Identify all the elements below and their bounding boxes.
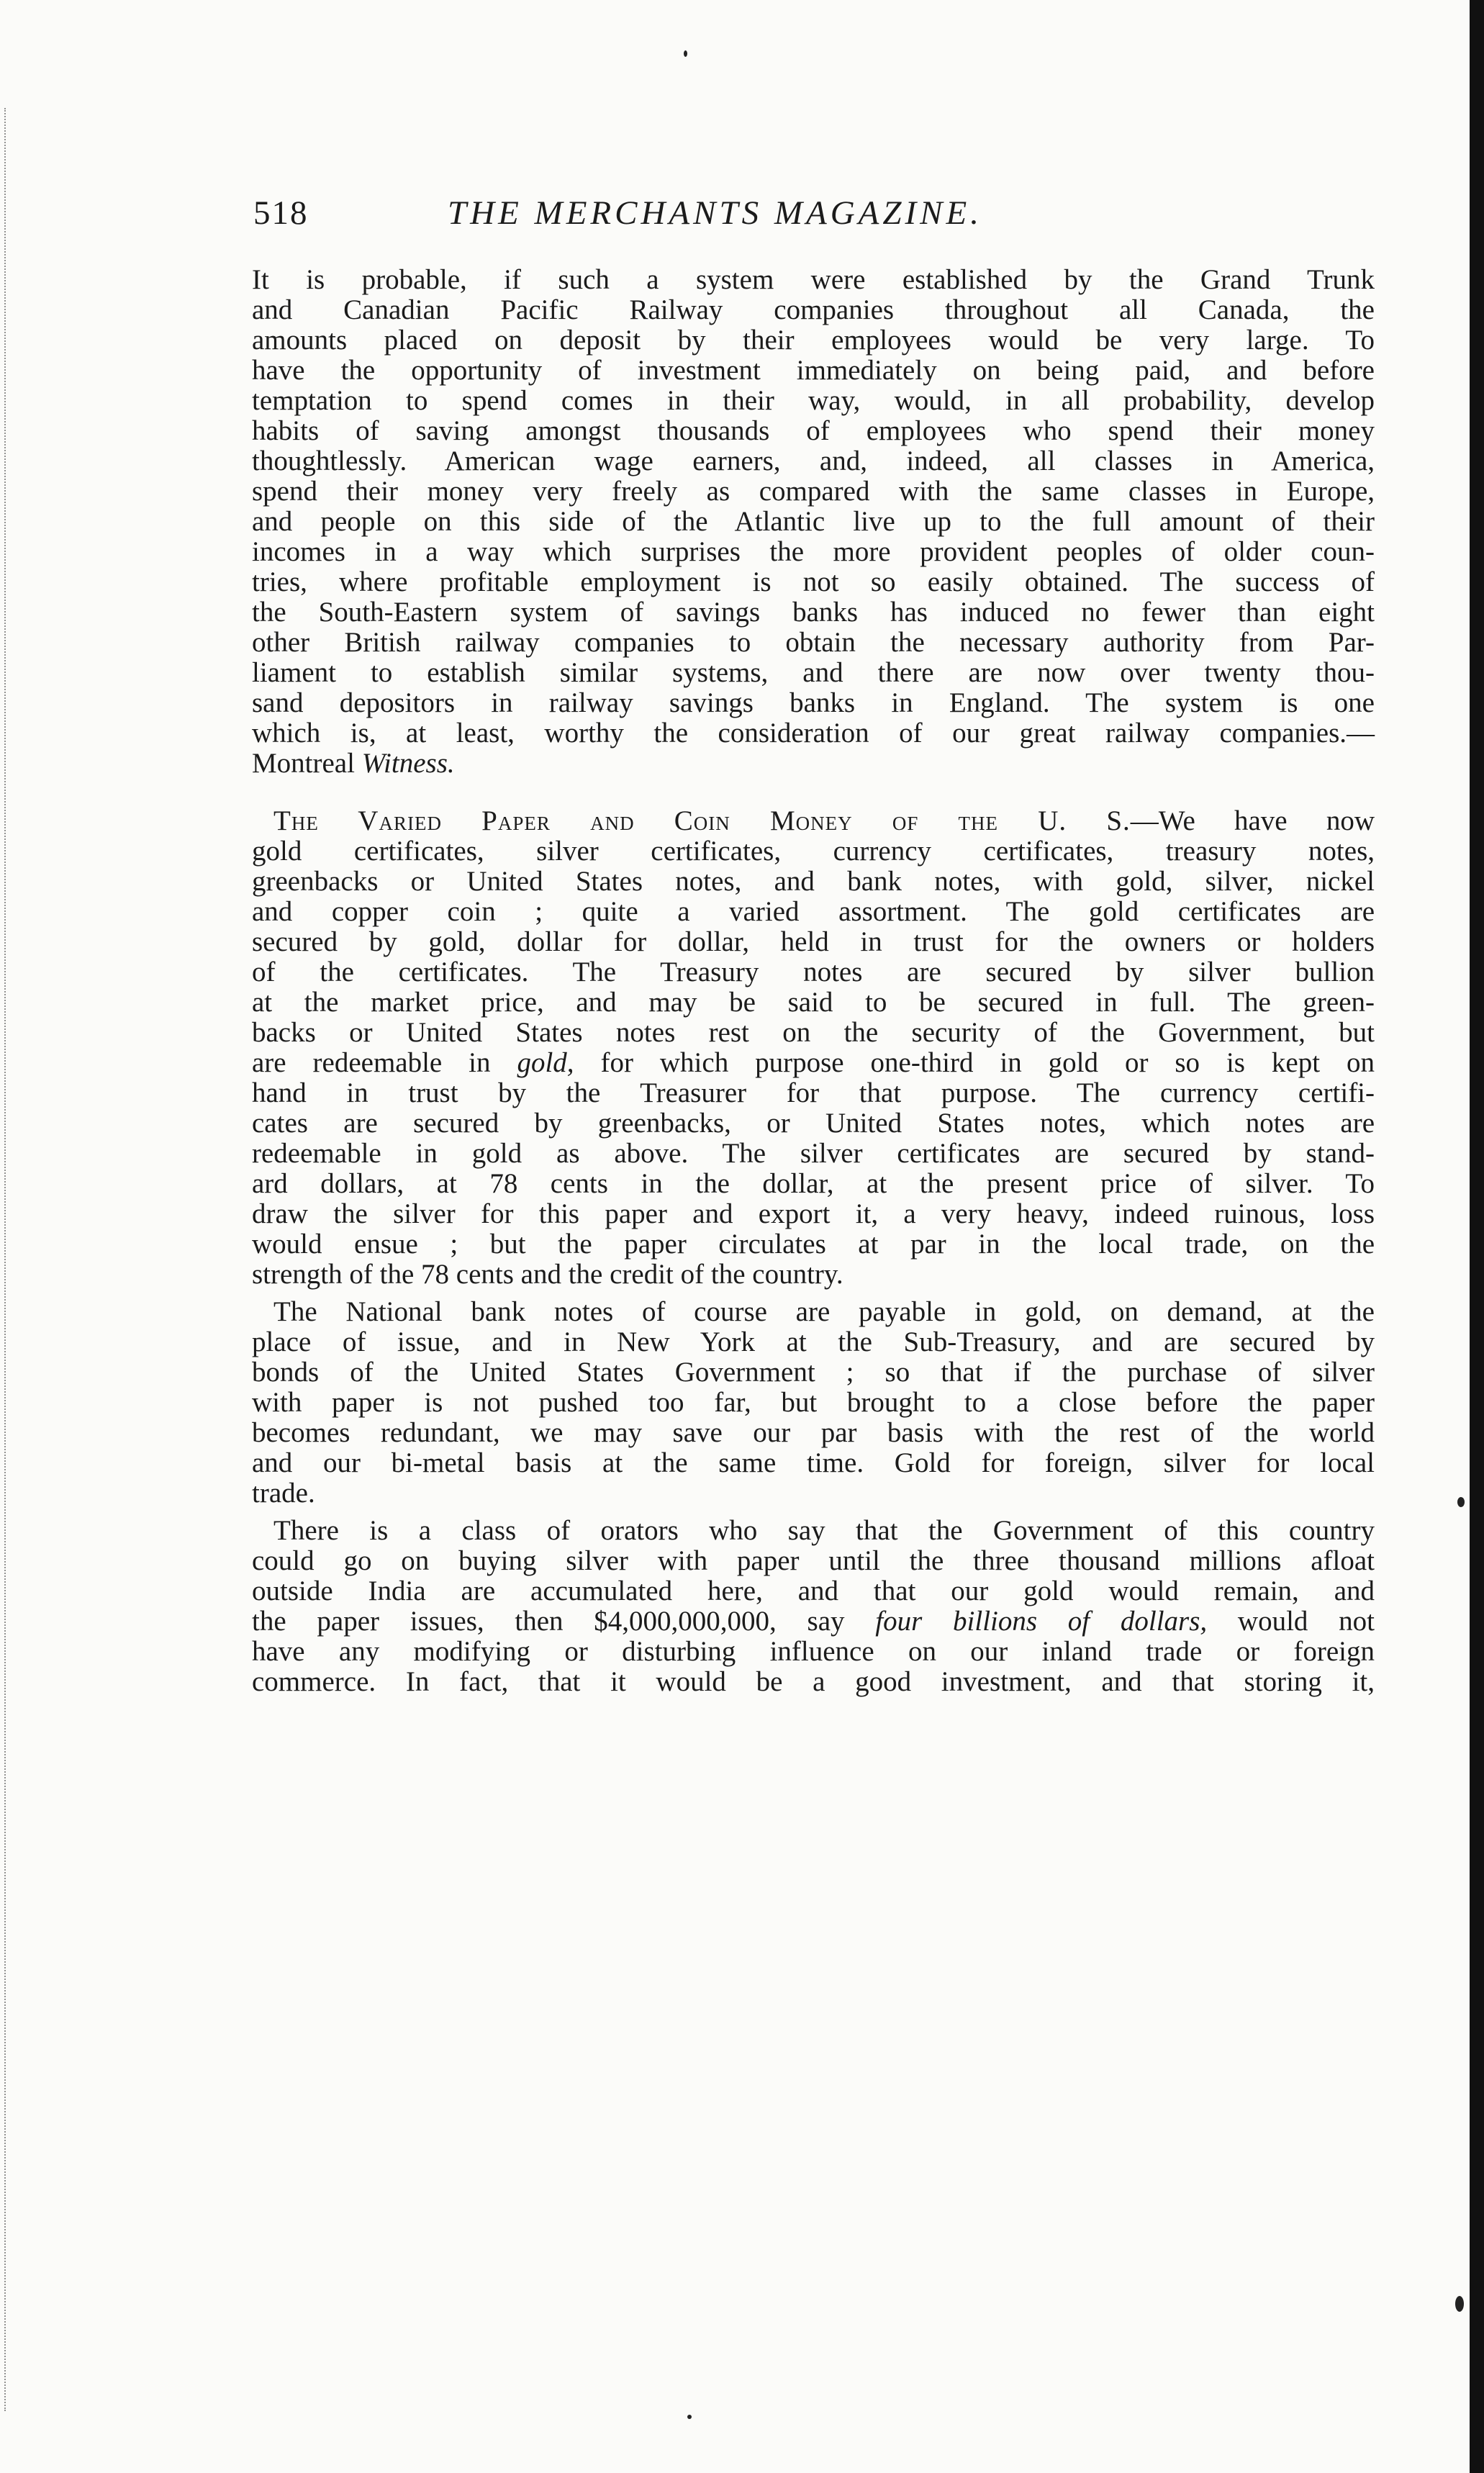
text-line xyxy=(252,1606,1375,1637)
text-line: and Canadian Pacific Railway companies throughout all Canada, the xyxy=(252,294,1375,325)
text-line: incomes in a way which surprises the more provident peoples of older coun- xyxy=(252,536,1375,567)
text-line: greenbacks or United States notes, and bank notes, with gold, silver, nickel xyxy=(252,866,1375,897)
text-line: redeemable in gold as above. The silver certificates are secured by stand- xyxy=(252,1138,1375,1169)
text-line: habits of saving amongst thousands of employees who spend their money xyxy=(252,415,1375,446)
text-line: place of issue, and in New York at the Sub-Treasury, and are secured by xyxy=(252,1326,1375,1357)
heading-continuation: —We have now xyxy=(1130,805,1375,836)
page-header xyxy=(253,184,1369,242)
scan-speck xyxy=(1455,2296,1464,2312)
scan-speck xyxy=(1457,1497,1465,1507)
text-line: and our bi-metal basis at the same time. Gold for foreign, silver for local xyxy=(252,1447,1375,1478)
scan-edge-shadow xyxy=(1470,0,1484,2473)
text-line: hand in trust by the Treasurer for that purpose. The currency certifi- xyxy=(252,1077,1375,1108)
text-line: trade. xyxy=(252,1478,315,1509)
text-line: temptation to spend comes in their way, would, in all probability, develop xyxy=(252,385,1375,416)
text-line: liament to establish similar systems, and there are now over twenty thou- xyxy=(252,657,1375,688)
italic-phrase: four billions of dollars, xyxy=(875,1606,1208,1637)
section-heading: The Varied Paper and Coin Money of the U. S. xyxy=(273,805,1131,836)
text-fragment: would not xyxy=(1207,1606,1375,1637)
running-title: THE MERCHANTS MAGAZINE. xyxy=(448,194,982,232)
paragraph-gap xyxy=(252,779,1375,806)
text-line: of the certificates. The Treasury notes are secured by silver bullion xyxy=(252,957,1375,987)
scan-speck xyxy=(684,50,687,57)
text-line: could go on buying silver with paper until the three thousand millions afloat xyxy=(252,1545,1375,1576)
text-line: and copper coin ; quite a varied assortment. The gold certificates are xyxy=(252,896,1375,927)
text-fragment: are redeemable in xyxy=(252,1047,517,1078)
source-name: Witness. xyxy=(361,748,455,779)
text-fragment: the paper issues, then $4,000,000,000, say xyxy=(252,1606,876,1637)
text-line: cates are secured by greenbacks, or United States notes, which notes are xyxy=(252,1108,1375,1139)
text-line: draw the silver for this paper and export it, a very heavy, indeed ruinous, loss xyxy=(252,1198,1375,1229)
text-line: amounts placed on deposit by their employees would be very large. To xyxy=(252,325,1375,356)
text-line: tries, where profitable employment is not so easily obtained. The success of xyxy=(252,566,1375,597)
text-line: sand depositors in railway savings banks in England. The system is one xyxy=(252,687,1375,718)
page-number: 518 xyxy=(253,194,309,232)
text-line: becomes redundant, we may save our par basis with the rest of the world xyxy=(252,1417,1375,1448)
paragraph-railway-savings xyxy=(252,265,1375,779)
text-line: backs or United States notes rest on the security of the Government, but xyxy=(252,1017,1375,1048)
text-line: It is probable, if such a system were established by the Grand Trunk xyxy=(252,264,1375,295)
text-line: secured by gold, dollar for dollar, held in trust for the owners or holders xyxy=(252,926,1375,957)
text-line: bonds of the United States Government ; so that if the purchase of silver xyxy=(252,1357,1375,1388)
paragraph-money-of-us xyxy=(252,806,1375,1290)
text-line: at the market price, and may be said to be secured in full. The green- xyxy=(252,987,1375,1018)
text-line: and people on this side of the Atlantic live up to the full amount of their xyxy=(252,506,1375,537)
text-line: outside India are accumulated here, and that our gold would remain, and xyxy=(252,1575,1375,1606)
text-line: would ensue ; but the paper circulates at par in the local trade, on the xyxy=(252,1229,1375,1260)
italic-word: gold, xyxy=(517,1047,574,1078)
paragraph-national-bank-notes xyxy=(252,1297,1375,1509)
text-line: thoughtlessly. American wage earners, and, indeed, all classes in America, xyxy=(252,446,1375,476)
scan-left-margin-artifact xyxy=(4,108,7,2411)
paragraph-orators xyxy=(252,1516,1375,1697)
text-line: strength of the 78 cents and the credit of the country. xyxy=(252,1259,843,1290)
text-line xyxy=(252,806,1375,836)
text-line: gold certificates, silver certificates, currency certificates, treasury notes, xyxy=(252,836,1375,867)
source-prefix: Montreal xyxy=(252,748,362,779)
article-body xyxy=(252,265,1375,1697)
text-line: spend their money very freely as compared with the same classes in Europe, xyxy=(252,476,1375,507)
source-attribution xyxy=(252,749,1375,779)
text-fragment: for which purpose one-third in gold or so is kept on xyxy=(574,1047,1375,1078)
text-line: the South-Eastern system of savings banks has induced no fewer than eight xyxy=(252,597,1375,628)
text-line: other British railway companies to obtain the necessary authority from Par- xyxy=(252,627,1375,658)
text-line: The National bank notes of course are payable in gold, on demand, at the xyxy=(273,1296,1375,1327)
text-line: ard dollars, at 78 cents in the dollar, at the present price of silver. To xyxy=(252,1168,1375,1199)
text-line: have the opportunity of investment immediately on being paid, and before xyxy=(252,355,1375,386)
text-line: with paper is not pushed too far, but brought to a close before the paper xyxy=(252,1387,1375,1418)
text-line: commerce. In fact, that it would be a good investment, and that storing it, xyxy=(252,1666,1375,1697)
text-line: There is a class of orators who say that the Government of this country xyxy=(273,1515,1375,1546)
text-line: have any modifying or disturbing influence on our inland trade or foreign xyxy=(252,1636,1375,1667)
text-line xyxy=(252,1048,1375,1078)
text-line: which is, at least, worthy the consideration of our great railway companies.— xyxy=(252,718,1375,749)
scan-speck xyxy=(687,2415,692,2419)
